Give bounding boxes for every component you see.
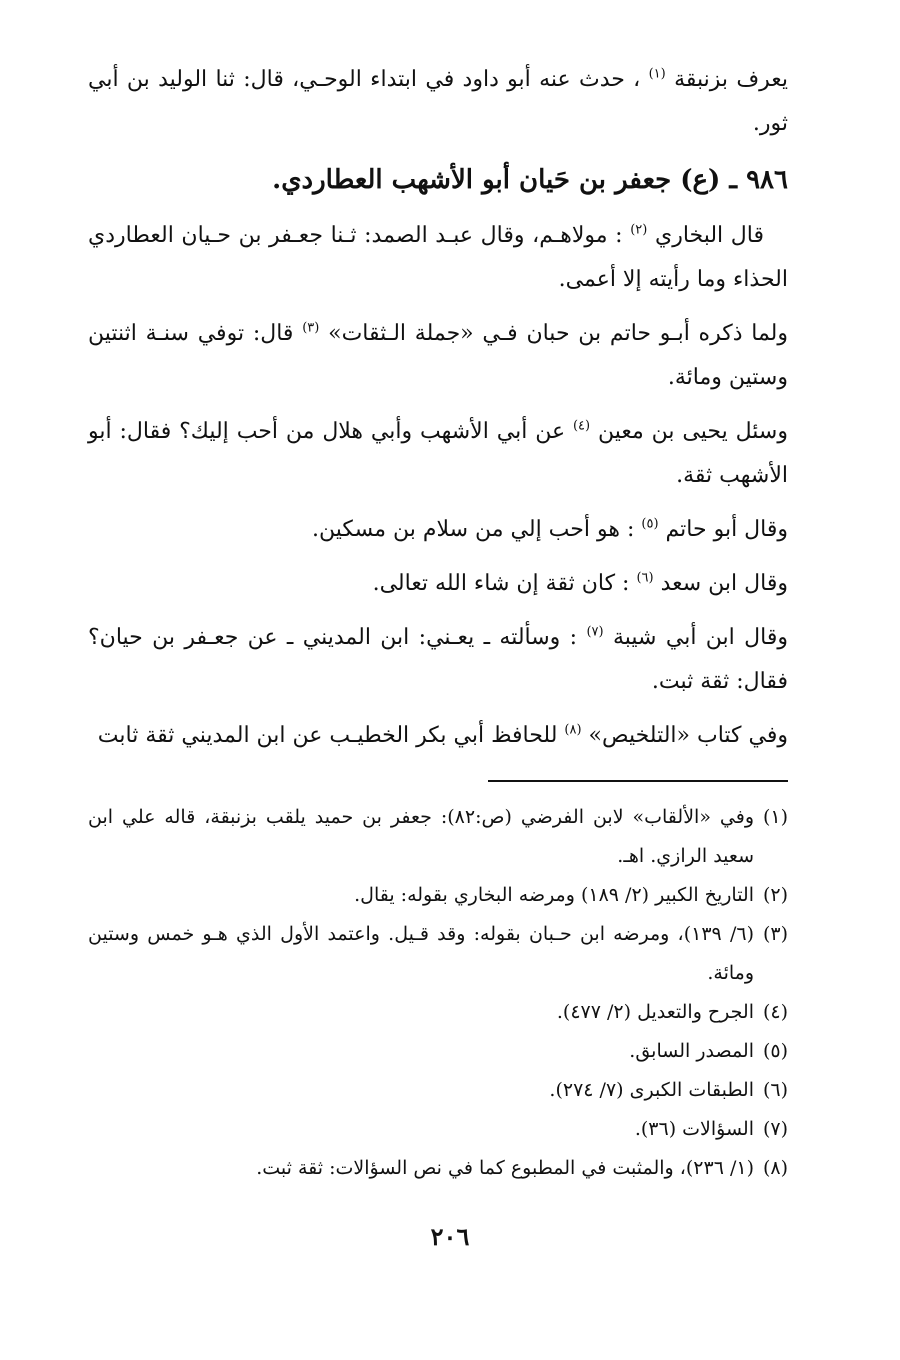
footnote-ref-7[interactable]: (٧) — [586, 624, 604, 640]
paragraph-text: وقال ابن سعد — [660, 571, 788, 596]
entry-heading: ٩٨٦ ـ (ع) جعفر بن حَيان أبو الأشهب العطاردي. — [272, 165, 788, 195]
footnote-ref-5[interactable]: (٥) — [641, 516, 659, 532]
footnote-item — [88, 915, 788, 993]
footnote-item — [88, 1149, 788, 1188]
paragraph-text: وقال ابن أبي شيبة — [612, 625, 788, 650]
paragraph-text: : هو أحب إلي من سلام بن مسكين. — [312, 517, 635, 542]
footnote-item — [88, 798, 788, 876]
paragraph-text: : مولاهـم، وقال عبـد الصمد: ثـنا جعـفر بن حـيان العطاردي الحذاء وما رأيته إلا أعمى. — [88, 223, 788, 292]
footnote-number: (٨) — [762, 1157, 788, 1179]
paragraph-text: ، حدث عنه أبو داود في ابتداء الوحـي، قال: ثنا الوليد بن أبي ثور. — [88, 67, 788, 136]
paragraph-text: للحافظ أبي بكر الخطيـب عن ابن المديني ثقة ثابت — [97, 723, 558, 748]
footnote-ref-3[interactable]: (٣) — [302, 320, 320, 336]
paragraph-continuation — [88, 58, 788, 146]
paragraph-text: يعرف بزنبقة — [674, 67, 789, 92]
footnote-number: (٥) — [762, 1040, 788, 1062]
paragraph-text: عن أبي الأشهب وأبي هلال من أحب إليك؟ فقال: أبو الأشهب ثقة. — [88, 419, 788, 488]
footnote-item — [88, 876, 788, 915]
footnote-text: الطبقات الكبرى (٧/ ٢٧٤). — [549, 1079, 754, 1101]
footnote-number: (٣) — [762, 923, 788, 945]
paragraph-ibn-hibban — [88, 312, 788, 400]
paragraph-abu-hatim — [88, 508, 788, 552]
paragraph-ibn-saad — [88, 562, 788, 606]
footnote-text: (٦/ ١٣٩)، ومرضه ابن حـبان بقوله: وقد قـيل. واعتمد الأول الذي هـو خمس وستين ومائة. — [88, 923, 754, 984]
footnote-ref-4[interactable]: (٤) — [572, 418, 591, 434]
footnote-divider — [488, 780, 788, 782]
footnote-text: الجرح والتعديل (٢/ ٤٧٧). — [556, 1001, 754, 1023]
paragraph-text: وسئل يحيى بن معين — [598, 419, 788, 444]
footnote-text: السؤالات (٣٦). — [634, 1118, 754, 1140]
footnote-number: (٧) — [762, 1118, 788, 1140]
paragraph-text: قال البخاري — [654, 223, 764, 248]
footnote-item — [88, 993, 788, 1032]
paragraph-text: وقال أبو حاتم — [665, 517, 788, 542]
footnote-text: المصدر السابق. — [629, 1040, 754, 1062]
footnote-ref-2[interactable]: (٢) — [630, 222, 648, 238]
paragraph-text: قال: توفي سنـة اثنتين وستين ومائة. — [88, 321, 788, 390]
paragraph-ibn-maeen — [88, 410, 788, 498]
footnote-number: (٢) — [762, 884, 788, 906]
page-number: ٢٠٦ — [430, 1222, 470, 1251]
paragraph-ibn-abi-shayba — [88, 616, 788, 704]
paragraph-bukhari — [88, 214, 788, 302]
footnote-text: (١/ ٢٣٦)، والمثبت في المطبوع كما في نص السؤالات: ثقة ثبت. — [256, 1157, 754, 1179]
footnotes-list — [88, 798, 788, 1188]
footnote-ref-1[interactable]: (١) — [648, 66, 666, 82]
paragraph-text: ولما ذكره أبـو حاتم بن حبان فـي «جملة الـثقات» — [328, 321, 788, 346]
footnote-number: (٦) — [762, 1079, 788, 1101]
paragraph-talkhis — [88, 714, 788, 758]
paragraph-text: وفي كتاب «التلخيص» — [588, 723, 788, 748]
footnote-ref-6[interactable]: (٦) — [636, 570, 654, 586]
footnote-number: (١) — [762, 806, 788, 828]
footnote-item — [88, 1032, 788, 1071]
footnote-item — [88, 1071, 788, 1110]
paragraph-text: : كان ثقة إن شاء الله تعالى. — [372, 571, 630, 596]
page-body — [88, 58, 788, 1188]
paragraph-text: : وسألته ـ يعـني: ابن المديني ـ عن جعـفر بن حيان؟ فقال: ثقة ثبت. — [88, 625, 788, 694]
footnote-text: وفي «الألقاب» لابن الفرضي (ص:٨٢): جعفر بن حميد يلقب بزنبقة، قاله علي ابن سعيد الرازي. اهـ. — [88, 806, 755, 867]
footnote-text: التاريخ الكبير (٢/ ١٨٩) ومرضه البخاري بقوله: يقال. — [354, 884, 754, 906]
footnote-item — [88, 1110, 788, 1149]
footnote-number: (٤) — [762, 1001, 788, 1023]
footnote-ref-8[interactable]: (٨) — [564, 722, 582, 738]
